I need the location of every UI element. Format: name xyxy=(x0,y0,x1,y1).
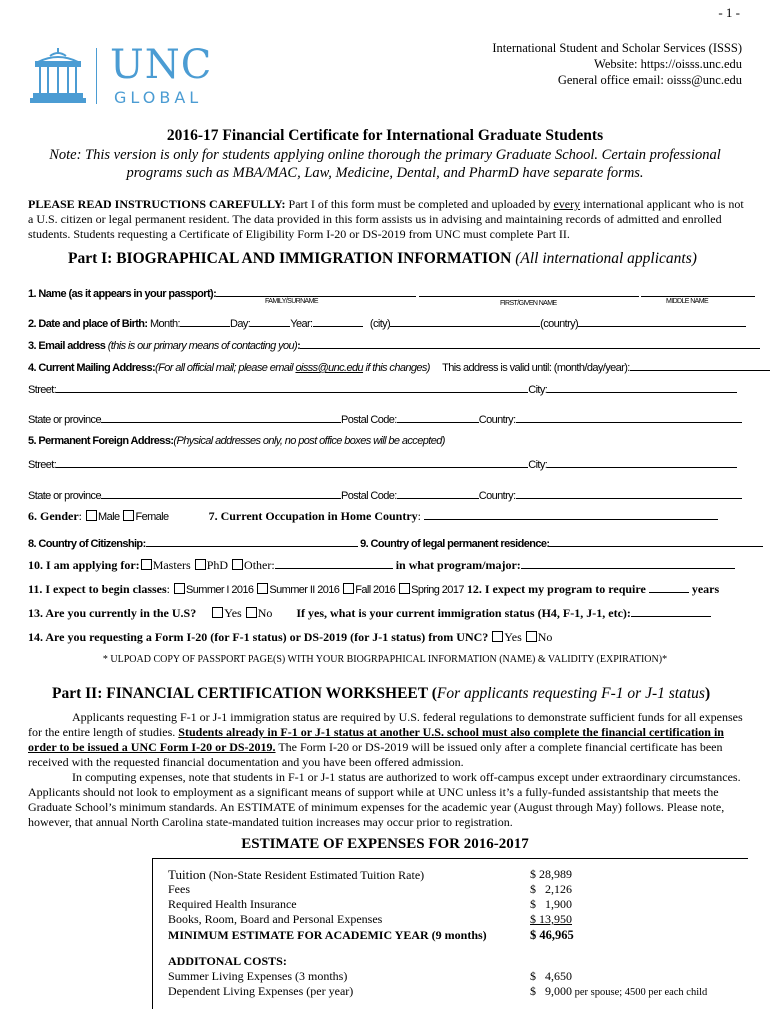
middle-name-caption: MIDDLE NAME xyxy=(666,298,709,305)
form-request-label: 14. Are you requesting a Form I-20 (for F-1 status) or DS-2019 (for J-1 status) from UNC? xyxy=(28,630,489,644)
require-label: 12. I expect my program to require xyxy=(466,582,646,596)
insurance-label: Required Health Insurance xyxy=(168,897,297,911)
permanent-label: 5. Permanent Foreign Address: xyxy=(28,435,174,447)
name-label: 1. Name (as it appears in your passport): xyxy=(28,288,217,300)
city-field-label: City: xyxy=(528,459,548,471)
residence-field[interactable] xyxy=(549,536,763,547)
first-name-field[interactable] xyxy=(419,286,639,297)
first-name-caption: FIRST/GIVEN NAME xyxy=(500,300,557,307)
permanent-row xyxy=(28,435,445,447)
email-field[interactable] xyxy=(300,338,760,349)
postal-label: Postal Code: xyxy=(340,414,397,426)
country-field-label: Country: xyxy=(478,490,516,502)
tuition-row-label xyxy=(168,867,424,883)
permanent-city-field[interactable] xyxy=(547,457,737,468)
mailing-city-field[interactable] xyxy=(547,382,737,393)
office-info xyxy=(492,40,742,88)
dependent-amount: $ 9,000 xyxy=(530,984,572,998)
mailing-country-field[interactable] xyxy=(516,412,742,423)
books-label: Books, Room, Board and Personal Expenses xyxy=(168,912,383,926)
citizenship-label: 8. Country of Citizenship xyxy=(28,538,143,550)
program-label: in what program/major: xyxy=(395,558,521,572)
mailing-street-row xyxy=(28,382,737,396)
insurance-value: $ 1,900 xyxy=(530,897,572,911)
family-name-field[interactable] xyxy=(216,286,416,297)
mailing-label: 4. Current Mailing Address: xyxy=(28,362,156,374)
mailing-note-2: if this changes) xyxy=(363,362,430,374)
permanent-street-row xyxy=(28,457,737,471)
female-checkbox[interactable] xyxy=(123,510,134,521)
spring-checkbox[interactable] xyxy=(399,583,410,594)
birth-label: 2. Date and place of Birth: xyxy=(28,318,148,330)
years-field[interactable] xyxy=(649,582,689,593)
tuition-detail: (Non-State Resident Estimated Tuition Rate) xyxy=(205,868,425,882)
instructions xyxy=(28,197,748,242)
summer-value: $ 4,650 xyxy=(530,969,572,983)
fall-label: Fall 2016 xyxy=(355,584,396,596)
summer1-label: Summer I 2016 xyxy=(186,584,254,596)
permanent-state-row xyxy=(28,488,742,502)
state-label: State or province xyxy=(28,490,101,502)
mailing-street-field[interactable] xyxy=(56,382,528,393)
family-name-caption: FAMILY/SURNAME xyxy=(265,298,318,305)
tuition-label: Tuition xyxy=(168,867,206,882)
mailing-state-row xyxy=(28,412,742,426)
additional-title: ADDITONAL COSTS: xyxy=(168,954,287,968)
logo-divider xyxy=(96,48,97,104)
permanent-state-field[interactable] xyxy=(101,488,341,499)
fees-label: Fees xyxy=(168,882,190,896)
form-note: Note: This version is only for students applying online thorough the primary Graduate School. Certain professional programs such as MBA/MAC, Law, Medicine, Dental, and PharmD have separate forms. xyxy=(49,147,721,181)
permanent-street-field[interactable] xyxy=(56,457,528,468)
masters-label: Masters xyxy=(152,558,191,572)
office-email[interactable]: General office email: oisss@unc.edu xyxy=(557,73,742,87)
female-label: Female xyxy=(135,511,169,523)
summer1-checkbox[interactable] xyxy=(174,583,185,594)
summer2-checkbox[interactable] xyxy=(257,583,268,594)
email-row: 3. Email address (this is our primary means of contacting you): xyxy=(28,338,760,352)
us-no-label: No xyxy=(257,606,273,620)
part2-title xyxy=(52,685,710,703)
part2-p1a: Applicants requesting F-1 or J-1 immigration status are required by U.S. federal regulations to demonstrate sufficient funds for all expenses for the entire length of studies. xyxy=(28,710,743,739)
form-request-row xyxy=(28,630,552,645)
birth-country-field[interactable] xyxy=(578,316,746,327)
books-value: $ 13,950 xyxy=(530,912,572,926)
form-yes-label: Yes xyxy=(504,630,522,644)
mailing-note: (For all official mail; please email xyxy=(155,362,296,374)
part1-heading: Part I: BIOGRAPHICAL AND IMMIGRATION INFORMATION xyxy=(68,250,512,267)
begin-row: 11. I expect to begin classes: Summer I 2016 Summer II 2016 Fall 2016 Spring 2017 12. I expect my program to require years xyxy=(28,582,720,596)
birth-day-field[interactable] xyxy=(250,316,290,327)
part2-paragraph-1 xyxy=(28,710,744,770)
other-field[interactable] xyxy=(275,558,393,569)
email-note: (this is our primary means of contacting you) xyxy=(107,340,298,352)
years-label: years xyxy=(691,582,720,596)
program-field[interactable] xyxy=(521,558,735,569)
applying-row xyxy=(28,558,735,573)
middle-name-field[interactable] xyxy=(641,286,755,297)
part2-close: ) xyxy=(704,685,711,702)
part2-heading: Part II: FINANCIAL CERTIFICATION WORKSHEET ( xyxy=(52,685,437,702)
birth-month-field[interactable] xyxy=(180,316,230,327)
unc-global-logo xyxy=(28,42,213,107)
dependent-label: Dependent Living Expenses (per year) xyxy=(168,984,354,998)
applying-label: 10. I am applying for: xyxy=(28,558,140,572)
citizenship-row: 8. Country of Citizenship: 9. Country of legal permanent residence: xyxy=(28,536,763,550)
country-field-label: Country: xyxy=(478,414,516,426)
office-name: International Student and Scholar Services (ISSS) xyxy=(492,41,742,55)
month-label: Month: xyxy=(149,318,180,330)
minimum-value: $ 46,965 xyxy=(530,928,574,942)
male-checkbox[interactable] xyxy=(86,510,97,521)
us-no-checkbox[interactable] xyxy=(246,607,257,618)
us-yes-checkbox[interactable] xyxy=(212,607,223,618)
mailing-state-field[interactable] xyxy=(101,412,341,423)
permanent-postal-field[interactable] xyxy=(397,488,479,499)
other-label: Other: xyxy=(244,558,275,572)
form-title: 2016-17 Financial Certificate for International Graduate Students xyxy=(166,127,604,144)
part1-subtitle: (All international applicants) xyxy=(515,250,697,267)
other-checkbox[interactable] xyxy=(232,559,243,570)
country-label: (country) xyxy=(540,318,579,330)
begin-label: 11. I expect to begin classes xyxy=(28,582,167,596)
part2-subtitle: For applicants requesting F-1 or J-1 status xyxy=(436,685,705,702)
part2-paragraph-2: In computing expenses, note that students in F-1 or J-1 status are authorized to work off-campus except under extraordinary circumstances. Applicants should not look to employment as a significant means of support while at UNC unless it’s a fully-funded assistantship that meets the Graduate School’s minimum standards. An ESTIMATE of minimum expenses for the academic year (August through May) follows. Please note, however, that annual North Carolina state-mandated tuition increases may occur prior to registration. xyxy=(28,770,741,829)
citizenship-field[interactable] xyxy=(146,536,358,547)
male-label: Male xyxy=(98,511,120,523)
occupation-label: 7. Current Occupation in Home Country xyxy=(208,509,418,523)
old-well-icon xyxy=(28,44,88,106)
part1-title xyxy=(68,250,697,268)
tuition-value: $ 28,989 xyxy=(530,867,572,881)
page-number: - 1 - xyxy=(718,5,740,20)
fees-value: $ 2,126 xyxy=(530,882,572,896)
summer-label: Summer Living Expenses (3 months) xyxy=(168,969,348,983)
status-field[interactable] xyxy=(631,606,711,617)
phd-checkbox[interactable] xyxy=(195,559,206,570)
year-label: Year: xyxy=(290,318,313,330)
email-label: 3. Email address xyxy=(28,340,106,352)
phd-label: PhD xyxy=(206,558,229,572)
mailing-email-link[interactable]: oisss@unc.edu xyxy=(295,362,364,374)
us-yes-label: Yes xyxy=(224,606,242,620)
gender-row: 6. Gender: Male Female 7. Current Occupation in Home Country: xyxy=(28,509,718,524)
birth-year-field[interactable] xyxy=(313,316,363,327)
name-row xyxy=(28,286,755,300)
mailing-postal-field[interactable] xyxy=(397,412,479,423)
summer2-label: Summer II 2016 xyxy=(269,584,340,596)
instructions-every: every xyxy=(553,197,581,211)
mailing-row xyxy=(28,360,770,374)
valid-until-label: This address is valid until: (month/day/year): xyxy=(442,362,630,374)
dependent-value xyxy=(530,984,707,999)
state-label: State or province xyxy=(28,414,101,426)
fall-checkbox[interactable] xyxy=(343,583,354,594)
permanent-note: (Physical addresses only, no post office boxes will be accepted) xyxy=(173,435,445,447)
office-website[interactable]: Website: https://oisss.unc.edu xyxy=(594,57,742,71)
instructions-text-2: international applicant who is not a U.S. citizen or legal permanent resident. The data provided in this form assists us in advising and maintaining records of admitted and enrolled students. Students requesting a Certificate of Eligibility Form I-20 or DS-2019 from UNC must complete Part II. xyxy=(28,197,744,241)
part2-p1c: The Form I-20 or DS-2019 will be issued only after a complete financial certificate has been received with the requested financial documentation and you have been offered admission. xyxy=(28,740,723,769)
instructions-text: Part I of this form must be completed and uploaded by xyxy=(285,197,554,211)
instructions-lead: PLEASE READ INSTRUCTIONS CAREFULLY: xyxy=(28,197,286,211)
gender-label: 6. Gender xyxy=(28,509,79,523)
form-no-checkbox[interactable] xyxy=(526,631,537,642)
dependent-note: per spouse; 4500 per each child xyxy=(572,987,708,998)
day-label: Day: xyxy=(230,318,251,330)
us-label: 13. Are you currently in the U.S? xyxy=(28,606,197,620)
residence-label: 9. Country of legal permanent residence: xyxy=(360,538,550,550)
city-field-label: City: xyxy=(528,384,548,396)
logo-subtitle: GLOBAL xyxy=(114,88,203,107)
birth-row xyxy=(28,316,746,330)
permanent-country-field[interactable] xyxy=(516,488,742,499)
form-yes-checkbox[interactable] xyxy=(492,631,503,642)
form-no-label: No xyxy=(537,630,553,644)
us-row xyxy=(28,606,711,621)
street-label: Street: xyxy=(28,459,57,471)
street-label: Street: xyxy=(28,384,57,396)
city-label: (city) xyxy=(369,318,391,330)
part2-p1b: Students already in F-1 or J-1 status at another U.S. school must also complete the financial certification in order to be issued a UNC Form I-20 or DS-2019. xyxy=(28,725,724,754)
spring-label: Spring 2017 xyxy=(411,584,464,596)
masters-checkbox[interactable] xyxy=(141,559,152,570)
valid-until-field[interactable] xyxy=(630,360,770,371)
postal-label: Postal Code: xyxy=(340,490,397,502)
occupation-field[interactable] xyxy=(424,509,718,520)
upload-note: * ULPOAD COPY OF PASSPORT PAGE(S) WITH YOUR BIOGRPAPHICAL INFORMATION (NAME) & VALIDITY (EXPIRATION)* xyxy=(102,654,668,665)
status-label: If yes, what is your current immigration status (H4, F-1, J-1, etc): xyxy=(296,606,631,620)
estimate-title: ESTIMATE OF EXPENSES FOR 2016-2017 xyxy=(241,836,529,852)
logo-wordmark: UNC xyxy=(110,42,213,88)
birth-city-field[interactable] xyxy=(390,316,540,327)
minimum-label: MINIMUM ESTIMATE FOR ACADEMIC YEAR (9 months) xyxy=(168,928,487,942)
